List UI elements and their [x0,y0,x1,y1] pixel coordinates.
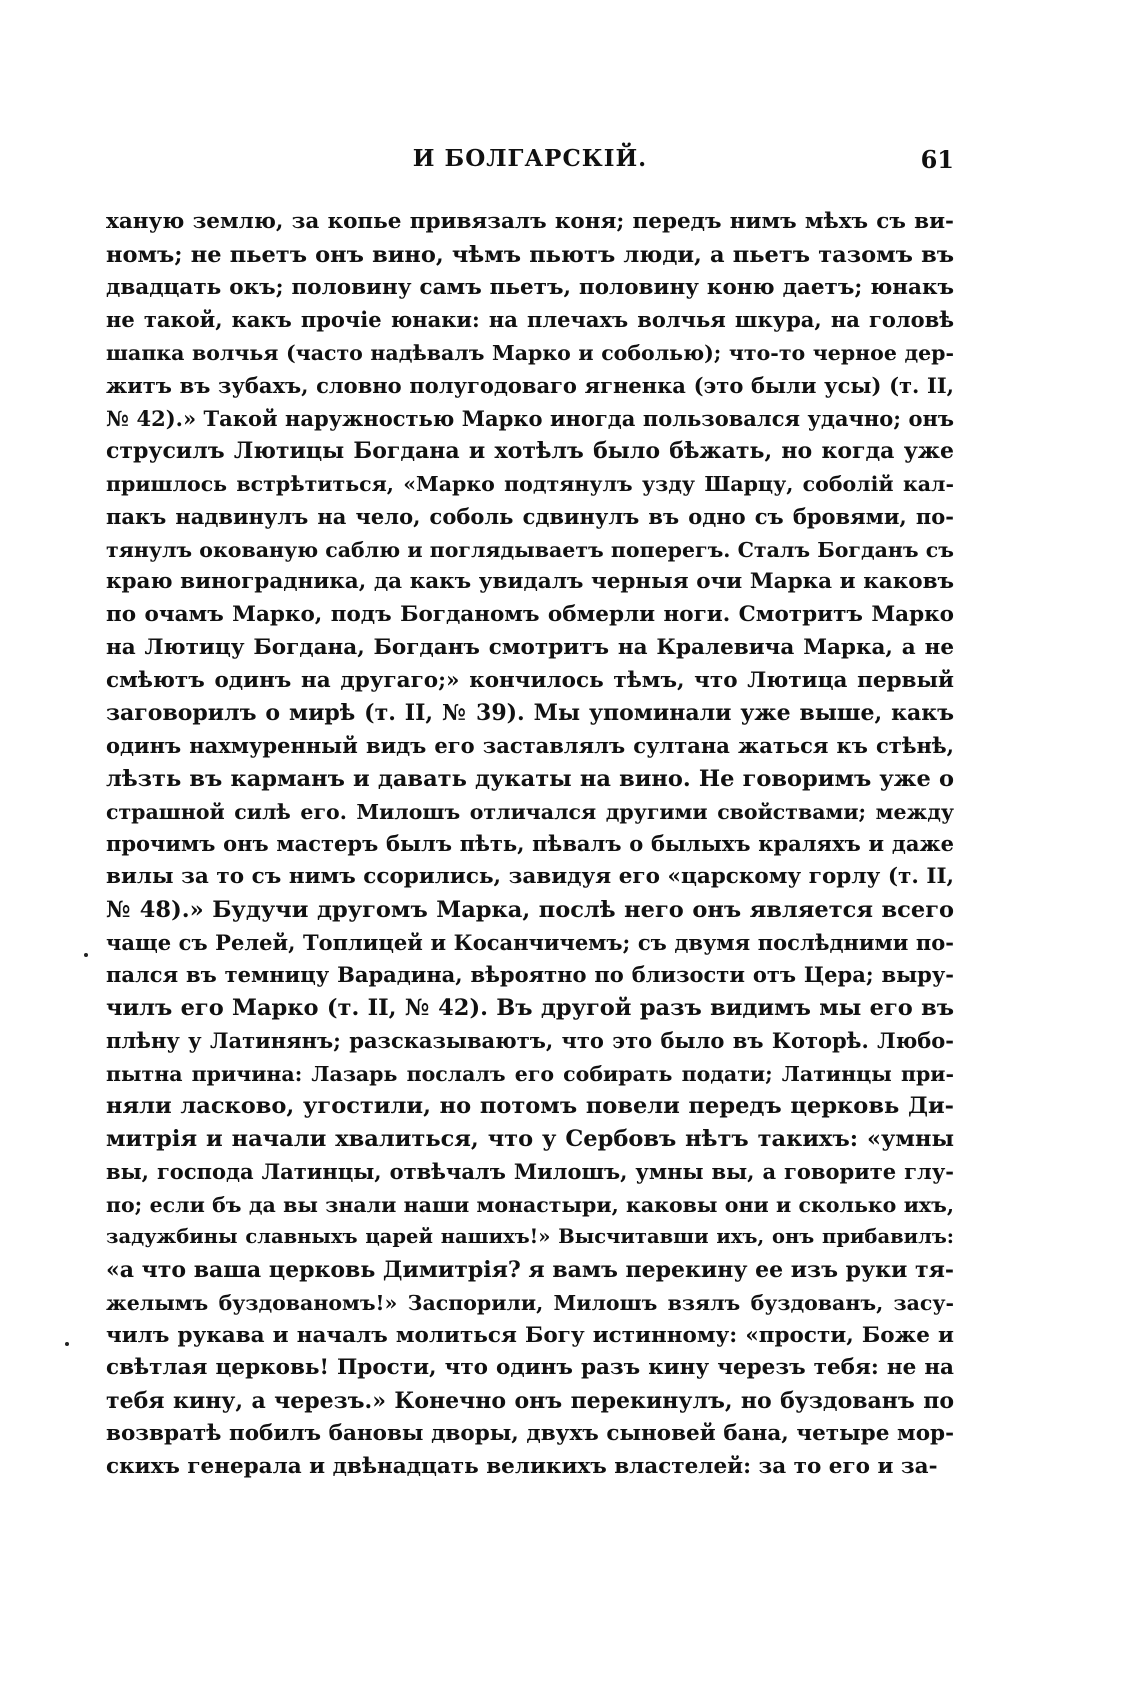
text-line: чилъ рукава и началъ молиться Богу истинному: «прости, Боже и [106,1322,954,1348]
text-line: не такой, какъ прочіе юнаки: на плечахъ волчья шкура, на головѣ [106,307,954,333]
text-line: по очамъ Марко, подъ Богданомъ обмерли ноги. Смотритъ Марко [106,602,954,627]
body-text [106,206,954,1483]
text-line: чилъ его Марко (т. II, № 42). Въ другой разъ видимъ мы его въ [106,995,954,1021]
scan-speck [84,953,88,957]
text-line: № 42).» Такой наружностью Марко иногда пользовался удачно; онъ [106,405,954,431]
text-line: пакъ надвинулъ на чело, соболь сдвинулъ въ одно съ бровями, по- [106,503,954,529]
text-line: житъ въ зубахъ, словно полугодоваго ягненка (это были усы) (т. II, [106,372,954,398]
text-line: плѣну у Латинянъ; разсказываютъ, что это было въ Которѣ. Любо- [106,1027,954,1053]
text-line: лѣзть въ карманъ и давать дукаты на вино. Не говоримъ уже о [106,765,954,792]
running-title: И БОЛГАРСКІЙ. [412,145,648,172]
text-line: заговорилъ о мирѣ (т. II, № 39). Мы упоминали уже выше, какъ [106,700,954,727]
text-line: пытна причина: Лазарь послалъ его собирать подати; Латинцы при- [106,1061,954,1086]
text-line: вы, господа Латинцы, отвѣчалъ Милошъ, умны вы, а говорите глу- [106,1158,954,1184]
text-line: пришлось встрѣтиться, «Марко подтянулъ узду Шарцу, соболій кал- [106,472,954,496]
text-line: скихъ генерала и двѣнадцать великихъ властелей: за то его и за- [106,1453,938,1479]
text-line: чаще съ Релей, Топлицей и Косанчичемъ; съ двумя послѣдними по- [106,929,954,955]
text-line: ханую землю, за копье привязалъ коня; передъ нимъ мѣхъ съ ви- [106,209,954,234]
text-line: возвратѣ побилъ бановы дворы, двухъ сыновей бана, четыре мор- [106,1420,954,1446]
text-line: струсилъ Лютицы Богдана и хотѣлъ было бѣжать, но когда уже [106,438,954,465]
text-line: няли ласково, угостили, но потомъ повели передъ церковь Ди- [106,1093,954,1120]
text-line: свѣтлая церковь! Прости, что одинъ разъ кину черезъ тебя: не на [106,1355,954,1381]
text-line: номъ; не пьетъ онъ вино, чѣмъ пьютъ люди, а пьетъ тазомъ въ [106,241,954,268]
text-line: страшной силѣ его. Милошъ отличался другими свойствами; между [106,799,954,824]
text-line: желымъ буздованомъ!» Заспорили, Милошъ взялъ буздованъ, засу- [106,1290,954,1315]
running-head [106,145,954,185]
text-line: прочимъ онъ мастеръ былъ пѣть, пѣвалъ о былыхъ краляхъ и даже [106,831,954,857]
text-line: по; если бъ да вы знали наши монастыри, каковы они и сколько ихъ, [106,1192,954,1217]
text-line: тебя кину, а черезъ.» Конечно онъ перекинулъ, но буздованъ по [106,1388,954,1414]
text-line: тянулъ окованую саблю и поглядываетъ поперегъ. Сталъ Богданъ съ [106,537,954,562]
text-line: задужбины славныхъ царей нашихъ!» Высчитавши ихъ, онъ прибавилъ: [106,1225,954,1249]
scan-speck [65,1342,69,1346]
text-line: двадцать окъ; половину самъ пьетъ, половину коню даетъ; юнакъ [106,274,954,300]
text-line: краю виноградника, да какъ увидалъ черныя очи Марка и каковъ [106,569,954,595]
text-line: пался въ темницу Варадина, вѣроятно по близости отъ Цера; выру- [106,962,954,988]
text-line: «а что ваша церковь Димитрія? я вамъ перекину ее изъ руки тя- [106,1257,954,1283]
text-line: шапка волчья (часто надѣвалъ Марко и соболью); что-то черное дер- [106,341,954,365]
text-line: митрія и начали хвалиться, что у Сербовъ нѣтъ такихъ: «умны [106,1126,954,1152]
text-line: № 48).» Будучи другомъ Марка, послѣ него онъ является всего [106,896,954,923]
text-line: смѣютъ одинъ на другаго;» кончилось тѣмъ, что Лютица первый [106,667,954,693]
text-line: одинъ нахмуренный видъ его заставлялъ султана жаться къ стѣнѣ, [106,733,954,758]
page-number: 61 [920,145,954,174]
text-line: на Лютицу Богдана, Богданъ смотритъ на Кралевича Марка, а не [106,634,954,660]
text-line: вилы за то съ нимъ ссорились, завидуя его «царскому горлу (т. II, [106,864,954,889]
